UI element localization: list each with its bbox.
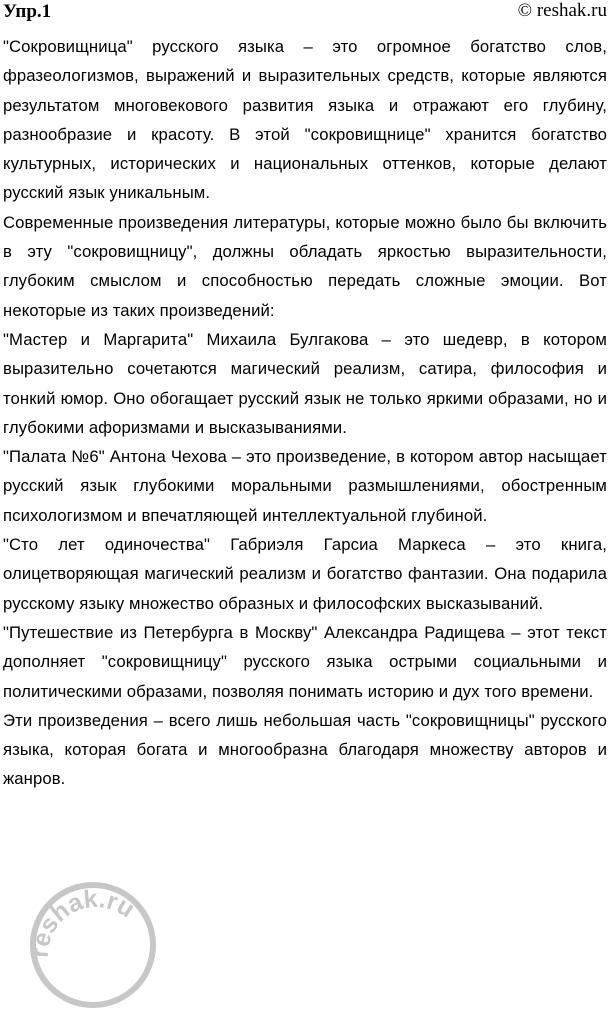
paragraph-modern-works: Современные произведения литературы, которые можно было бы включить в эту "сокровищницу", должны обладать яркостью выразительности, глубоким смыслом и способностью передать сложные эмоции. Вот некоторые из таких произведений:: [3, 212, 607, 320]
paragraph-marquez: "Сто лет одиночества" Габриэля Гарсиа Маркеса – это книга, олицетворяющая магический реализм и богатство фантазии. Она подарила русскому языку множество образных и философских высказываний.: [3, 535, 607, 613]
paragraph-intro: "Сокровищница" русского языка – это огромное богатство слов, фразеологизмов, выражений и выразительных средств, которые являются результатом многовекового развития языка и отражают его глубину, разнообразие и красоту. В этой "сокровищнице" хранится богатство культурных, исторических и национальных оттенков, которые делают русский язык уникальным.: [3, 37, 607, 203]
reshak-watermark-logo: [18, 870, 168, 1020]
document-body: [3, 32, 607, 794]
paragraph-conclusion: Эти произведения – всего лишь небольшая часть "сокровищницы" русского языка, которая богата и многообразна благодаря множеству авторов и жанров.: [3, 710, 607, 789]
paragraph-chekhov: "Палата №6" Антона Чехова – это произведение, в котором автор насыщает русский язык глубокими моральными размышлениями, обостренным психологизмом и впечатляющей интеллектуальной глубиной.: [3, 447, 607, 525]
paragraph-bulgakov: "Мастер и Маргарита" Михаила Булгакова – это шедевр, в котором выразительно сочетаются магический реализм, сатира, философия и тонкий юмор. Оно обогащает русский язык не только яркими образами, но и глубокими афоризмами и высказываниями.: [3, 329, 607, 437]
exercise-title: Упр.1: [3, 1, 52, 22]
paragraph-radishchev: "Путешествие из Петербурга в Москву" Александра Радищева – этот текст дополняет "сокровищницу" русского языка острыми социальными и политическими образами, позволяя понимать историю и дух того времени.: [3, 622, 607, 701]
watermark-text: reshak.ru: [25, 884, 140, 959]
page-header: [3, 0, 609, 32]
site-copyright: © reshak.ru: [517, 0, 607, 21]
